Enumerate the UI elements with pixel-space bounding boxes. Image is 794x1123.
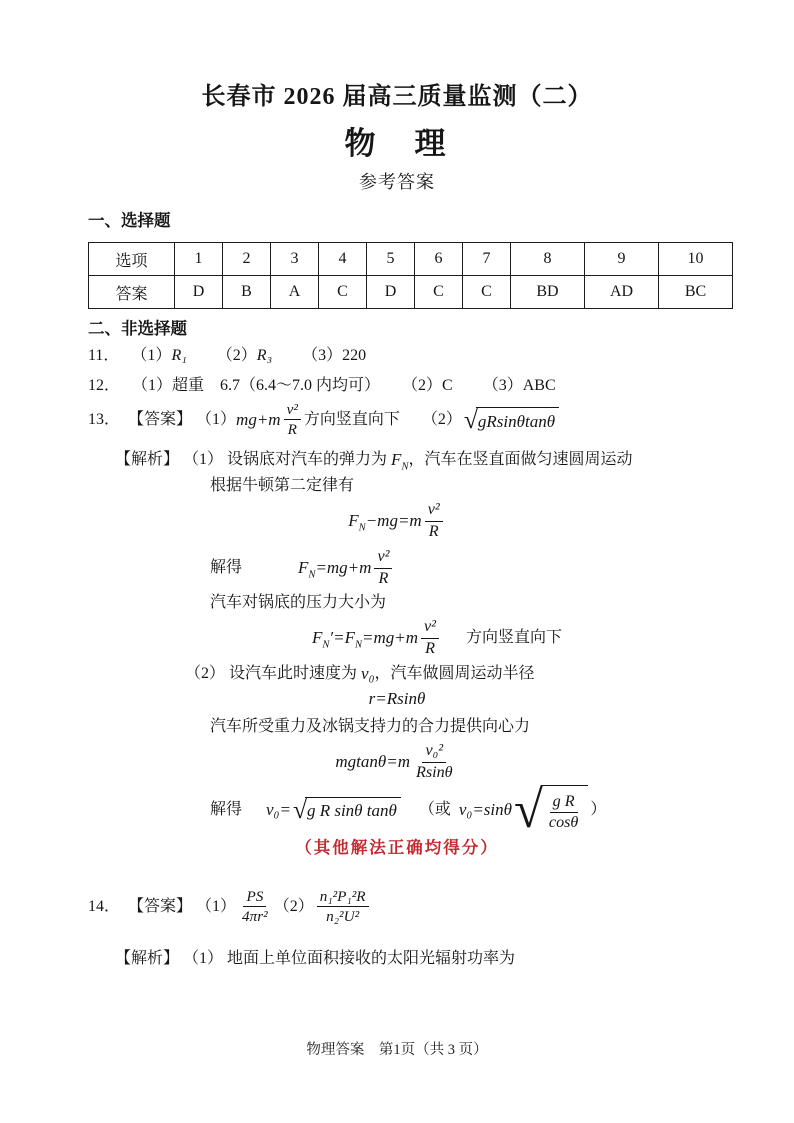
solve-label: 解得 <box>210 800 243 818</box>
subscript-n: N <box>358 522 366 534</box>
fraction <box>317 888 369 926</box>
formula-term: r=Rsinθ <box>368 689 426 709</box>
q14-explanation-line1 <box>0 948 794 970</box>
part-label: （1） <box>196 411 237 429</box>
fraction <box>546 793 581 833</box>
answer-table <box>88 242 733 309</box>
alternative-open: （或 <box>418 800 451 818</box>
variable-fn-prime <box>312 626 329 650</box>
variable-f: F <box>298 558 309 578</box>
variable-f: F <box>391 449 402 469</box>
answer-cell: AD <box>585 276 659 309</box>
formula-term: =mg+m <box>362 628 418 648</box>
answer-value: （2）C <box>402 377 453 394</box>
part-label: （2） <box>185 665 226 683</box>
formula-term: −mg=m <box>365 511 422 531</box>
question-number-cell: 3 <box>271 243 319 276</box>
variable-fn <box>345 626 362 650</box>
square-root-big <box>514 780 588 839</box>
part-label: （1）超重 <box>132 377 205 394</box>
q13-explanation-line3 <box>0 592 794 614</box>
equation-force-on-pan <box>0 618 794 658</box>
fraction <box>374 548 392 588</box>
answer-value: （3）220 <box>302 347 367 364</box>
page-footer: 物理答案 第1页（共 3 页） <box>306 1042 488 1058</box>
question-number-cell: 8 <box>511 243 585 276</box>
row-label-cell: 答案 <box>89 276 175 309</box>
formula-term: mg+m <box>236 410 281 430</box>
question-number-cell: 10 <box>659 243 733 276</box>
fraction <box>421 618 439 658</box>
fraction <box>425 501 443 541</box>
q13-explanation-part2 <box>0 663 794 685</box>
variable-f: F <box>311 628 323 648</box>
answer-value: R₃ <box>256 347 273 364</box>
part-label: （1） <box>196 898 237 916</box>
part-label: （1） <box>183 450 224 468</box>
equation-radius <box>0 687 794 711</box>
direction-text: 方向竖直向下 <box>466 629 563 647</box>
subscript-n: N <box>322 639 330 651</box>
answer-cell: A <box>271 276 319 309</box>
variable-fn <box>298 557 315 579</box>
alternative-close: ） <box>590 800 607 818</box>
fraction-numerator: v₀² <box>422 742 446 763</box>
fraction-denominator: R <box>378 569 389 587</box>
variable-fn <box>348 509 365 533</box>
part-label: （1） <box>183 949 224 967</box>
fraction-numerator: n₁²P₁²R <box>317 888 369 907</box>
statement-text: 汽车所受重力及冰锅支持力的合力提供向心力 <box>210 718 531 736</box>
fraction <box>239 888 271 926</box>
fraction-numerator: PS <box>243 888 266 907</box>
variable-v0: v₀= <box>266 799 291 819</box>
statement-text: 设锅底对汽车的弹力为 <box>227 450 388 468</box>
row-label-cell: 选项 <box>89 243 175 276</box>
radicand <box>541 785 588 833</box>
subject-title: 物 理 <box>344 126 450 161</box>
variable-v0-alt: v₀=sinθ <box>458 799 512 819</box>
question-12-answers <box>88 374 794 397</box>
question-number-cell: 1 <box>175 243 223 276</box>
statement-text: 设汽车此时速度为 <box>229 665 358 683</box>
answer-cell: BC <box>659 276 733 309</box>
radicand: gRsinθtanθ <box>476 407 559 433</box>
part-label: （2） <box>216 347 257 364</box>
question-number-cell: 5 <box>367 243 415 276</box>
variable-v0: v₀ <box>361 664 375 684</box>
section-choice-heading: 一、选择题 <box>88 212 171 230</box>
fraction-denominator: cosθ <box>548 814 579 832</box>
table-row-numbers <box>89 243 733 276</box>
direction-text: 方向竖直向下 <box>303 411 400 429</box>
question-number-cell: 9 <box>585 243 659 276</box>
question-number-cell: 6 <box>415 243 463 276</box>
q13-explanation-line1 <box>0 449 794 471</box>
formula-term: mgtanθ=m <box>335 752 410 772</box>
fraction-denominator: R <box>287 421 297 439</box>
question-number: 12． <box>88 377 121 394</box>
formula-term: =mg+m <box>315 558 372 578</box>
answer-cell: C <box>463 276 511 309</box>
q13-explanation-line5 <box>0 716 794 738</box>
radicand: g R sinθ tanθ <box>305 797 401 822</box>
explain-label: 【解析】 <box>115 450 180 468</box>
answer-cell: C <box>319 276 367 309</box>
formula-term: ′= <box>329 628 345 648</box>
fraction-numerator: v² <box>425 501 443 522</box>
equation-centripetal <box>0 742 794 782</box>
fraction <box>284 401 301 439</box>
answer-value: 6.7（6.4～7.0 内均可） <box>220 377 381 394</box>
answer-label: 【答案】 <box>128 411 193 429</box>
fraction-numerator: v² <box>421 618 439 639</box>
exam-title: 长春市 2026 届高三质量监测（二） <box>201 84 593 110</box>
answer-cell: B <box>223 276 271 309</box>
equation-newton <box>0 501 794 541</box>
part-label: （2） <box>421 411 462 429</box>
answer-value: R₁ <box>171 347 187 364</box>
grading-note: （其他解法正确均得分） <box>295 837 499 857</box>
question-11-answers <box>88 344 794 367</box>
q13-explanation-line2 <box>0 475 794 497</box>
fraction <box>413 742 456 782</box>
question-14-answer-line <box>88 888 794 926</box>
variable-f: F <box>344 628 355 648</box>
radical-icon: √ <box>463 404 478 434</box>
part-label: （2） <box>273 898 314 916</box>
radical-icon: √ <box>514 780 543 839</box>
equation-solve-v0 <box>0 780 794 839</box>
statement-text: ，汽车做圆周运动半径 <box>374 665 535 683</box>
statement-text: 汽车对锅底的压力大小为 <box>210 594 387 612</box>
statement-text: 根据牛顿第二定律有 <box>210 476 355 494</box>
fraction-denominator: R <box>425 639 435 657</box>
fraction-denominator: 4πr² <box>242 908 268 926</box>
part-label: （1） <box>131 347 172 364</box>
question-number: 14． <box>88 898 121 916</box>
answer-cell: C <box>415 276 463 309</box>
answer-value: （3）ABC <box>482 377 556 394</box>
question-number-cell: 4 <box>319 243 367 276</box>
fraction-numerator: v² <box>284 401 301 420</box>
fraction-denominator: Rsinθ <box>415 763 453 781</box>
fraction-numerator: v² <box>374 548 392 569</box>
equation-solve-fn <box>0 548 794 588</box>
answer-cell: BD <box>511 276 585 309</box>
variable-fn <box>391 449 408 471</box>
question-number: 11． <box>88 347 120 364</box>
table-row-answers <box>89 276 733 309</box>
fraction-denominator: R <box>428 522 439 540</box>
subscript-n: N <box>354 639 362 651</box>
square-root <box>463 404 559 434</box>
question-13-answer-line <box>88 401 794 439</box>
variable-f: F <box>348 511 359 531</box>
answer-cell: D <box>367 276 415 309</box>
answer-key-label: 参考答案 <box>359 172 435 192</box>
answer-label: 【答案】 <box>128 898 193 916</box>
radical-icon: √ <box>292 794 307 824</box>
question-number: 13． <box>88 411 121 429</box>
section-nonchoice-heading: 二、非选择题 <box>88 320 187 338</box>
square-root <box>292 794 401 824</box>
subscript-n: N <box>401 461 409 473</box>
answer-cell: D <box>175 276 223 309</box>
question-number-cell: 2 <box>223 243 271 276</box>
fraction-numerator: g R <box>550 793 578 814</box>
statement-text: ，汽车在竖直面做匀速圆周运动 <box>408 450 633 468</box>
solve-label: 解得 <box>210 559 243 577</box>
subscript-n: N <box>308 569 316 581</box>
fraction-denominator: n₂²U² <box>326 908 360 926</box>
question-number-cell: 7 <box>463 243 511 276</box>
statement-text: 地面上单位面积接收的太阳光辐射功率为 <box>227 949 516 967</box>
explain-label: 【解析】 <box>115 949 180 967</box>
